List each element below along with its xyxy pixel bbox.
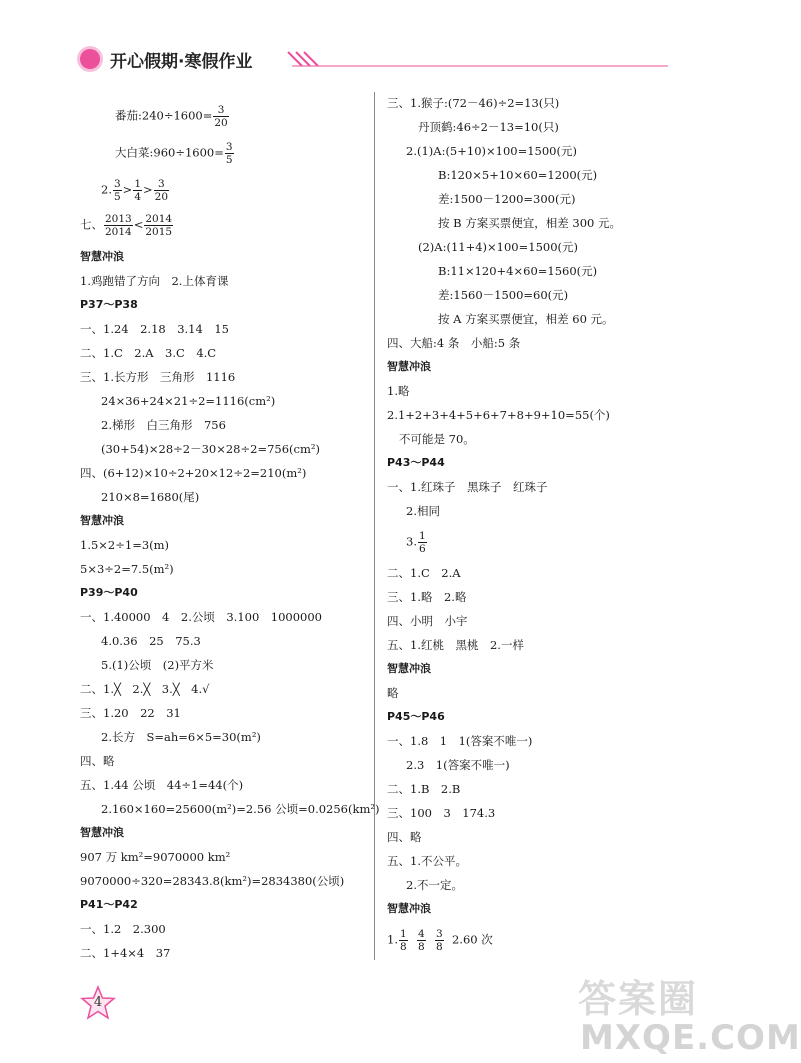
answer-line: 2.(1)A:(5+10)×100=1500(元) — [406, 144, 577, 158]
answer-line: 三、1.20 22 31 — [80, 706, 181, 720]
answer-line: 24×36+24×21÷2=1116(cm²) — [101, 394, 276, 408]
answer-line: 2.1+2+3+4+5+6+7+8+9+10=55(个) — [387, 408, 610, 422]
answer-line: 一、1.红珠子 黑珠子 红珠子 — [387, 480, 548, 494]
answer-line: 四、略 — [387, 830, 422, 844]
fraction: $\frac{1}{4}$ — [134, 178, 141, 203]
answer-line: 四、略 — [80, 754, 115, 768]
answer-line: 五、1.不公平。 — [387, 854, 467, 868]
page-range-heading: P41～P42 — [80, 898, 138, 911]
answer-line: 3. $\frac{1}{6}$ — [406, 530, 426, 555]
answer-line: 七、 $\frac{2013}{2014}$ < $\frac{2014}{2015}$ — [80, 213, 173, 238]
fraction: $\frac{3}{5}$ — [225, 141, 233, 166]
section-heading: 智慧冲浪 — [387, 360, 431, 373]
answer-line: 2.长方 S=ah=6×5=30(m²) — [101, 730, 261, 744]
column-divider — [374, 92, 375, 960]
answer-line: 大白菜:960÷1600= $\frac{3}{5}$ — [115, 141, 233, 166]
answer-line: 2.梯形 白三角形 756 — [101, 418, 226, 432]
fraction: $\frac{4}{8}$ — [417, 928, 425, 953]
answer-line: 9070000÷320=28343.8(km²)=2834380(公顷) — [80, 874, 345, 888]
section-heading: 智慧冲浪 — [80, 250, 124, 263]
header-bullet-icon — [80, 49, 100, 69]
answer-line: 二、1+4×4 37 — [80, 946, 171, 960]
answer-line: 二、1.╳ 2.╳ 3.╳ 4.√ — [80, 682, 210, 696]
answer-line: 1. $\frac{1}{8}$ $\frac{4}{8}$ $\frac{3}{8}$ 2.60 次 — [387, 928, 493, 953]
watermark-url: MXQE.COM — [580, 1018, 801, 1058]
answer-line: 二、1.C 2.A — [387, 566, 461, 580]
answer-line: 4.0.36 25 75.3 — [101, 634, 201, 648]
section-heading: 智慧冲浪 — [80, 514, 124, 527]
answer-line: 不可能是 70。 — [399, 432, 475, 446]
answer-line: 210×8=1680(尾) — [101, 490, 200, 504]
answer-line: 2. $\frac{3}{5}$ > $\frac{1}{4}$ > $\frac{3}{20}$ — [101, 178, 169, 203]
fraction: $\frac{2013}{2014}$ — [105, 213, 132, 238]
section-heading: 智慧冲浪 — [387, 902, 431, 915]
answer-line: 1.5×2÷1=3(m) — [80, 538, 170, 552]
answer-line: 一、1.8 1 1(答案不唯一) — [387, 734, 533, 748]
answer-line: 差:1560－1500=60(元) — [438, 288, 569, 302]
answer-line: 2.3 1(答案不唯一) — [406, 758, 510, 772]
answer-line: B:11×120+4×60=1560(元) — [438, 264, 598, 278]
answer-line: 二、1.C 2.A 3.C 4.C — [80, 346, 217, 360]
fraction: $\frac{3}{8}$ — [435, 928, 443, 953]
answer-line: 差:1500－1200=300(元) — [438, 192, 576, 206]
fraction: $\frac{3}{20}$ — [214, 104, 228, 129]
answer-line: 一、1.40000 4 2.公顷 3.100 1000000 — [80, 610, 322, 624]
answer-line: 三、1.长方形 三角形 1116 — [80, 370, 236, 384]
answer-line: (2)A:(11+4)×100=1500(元) — [418, 240, 578, 254]
answer-line: (30+54)×28÷2－30×28÷2=756(cm²) — [101, 442, 320, 456]
answer-line: 三、1.略 2.略 — [387, 590, 467, 604]
answer-line: 略 — [387, 686, 399, 700]
fraction: $\frac{2014}{2015}$ — [145, 213, 173, 238]
answer-line: 五、1.红桃 黑桃 2.一样 — [387, 638, 524, 652]
answer-line: 四、小明 小宇 — [387, 614, 468, 628]
answer-line: 三、100 3 174.3 — [387, 806, 496, 820]
fraction: $\frac{1}{6}$ — [418, 530, 426, 555]
page-range-heading: P39～P40 — [80, 586, 138, 599]
answer-line: 一、1.2 2.300 — [80, 922, 166, 936]
page-number: 4 — [93, 995, 103, 1010]
fraction: $\frac{3}{20}$ — [154, 178, 169, 203]
answer-line: 四、大船:4 条 小船:5 条 — [387, 336, 521, 350]
answer-line: 二、1.B 2.B — [387, 782, 461, 796]
page-range-heading: P45～P46 — [387, 710, 445, 723]
answer-line: 丹顶鹤:46÷2－13=10(只) — [418, 120, 559, 134]
answer-line: B:120×5+10×60=1200(元) — [438, 168, 598, 182]
watermark-logo: 答案圈 — [578, 977, 699, 1021]
header-title: 开心假期·寒假作业 — [110, 52, 253, 72]
fraction: $\frac{1}{8}$ — [399, 928, 407, 953]
answer-line: 番茄:240÷1600= $\frac{3}{20}$ — [115, 104, 228, 129]
answer-line: 5.(1)公顷 (2)平方米 — [101, 658, 214, 672]
fraction: $\frac{3}{5}$ — [113, 178, 121, 203]
answer-line: 907 万 km²=9070000 km² — [80, 850, 231, 864]
page-range-heading: P43～P44 — [387, 456, 445, 469]
answer-line: 按 B 方案买票便宜，相差 300 元。 — [438, 216, 622, 230]
answer-line: 四、(6+12)×10÷2+20×12÷2=210(m²) — [80, 466, 307, 480]
answer-line: 2.不一定。 — [406, 878, 463, 892]
answer-line: 5×3÷2=7.5(m²) — [80, 562, 174, 576]
answer-line: 1.略 — [387, 384, 410, 398]
page-range-heading: P37～P38 — [80, 298, 138, 311]
page-number-badge — [80, 985, 116, 1021]
answer-line: 三、1.猴子:(72－46)÷2=13(只) — [387, 96, 560, 110]
section-heading: 智慧冲浪 — [80, 826, 124, 839]
answer-line: 2.相同 — [406, 504, 440, 518]
answer-line: 1.鸡跑错了方向 2.上体育课 — [80, 274, 229, 288]
answer-line: 2.160×160=25600(m²)=2.56 公顷=0.0256(km²) — [101, 802, 380, 816]
answer-line: 按 A 方案买票便宜，相差 60 元。 — [438, 312, 614, 326]
section-heading: 智慧冲浪 — [387, 662, 431, 675]
page-header — [80, 44, 670, 74]
answer-line: 五、1.44 公顷 44÷1=44(个) — [80, 778, 244, 792]
answer-line: 一、1.24 2.18 3.14 15 — [80, 322, 229, 336]
